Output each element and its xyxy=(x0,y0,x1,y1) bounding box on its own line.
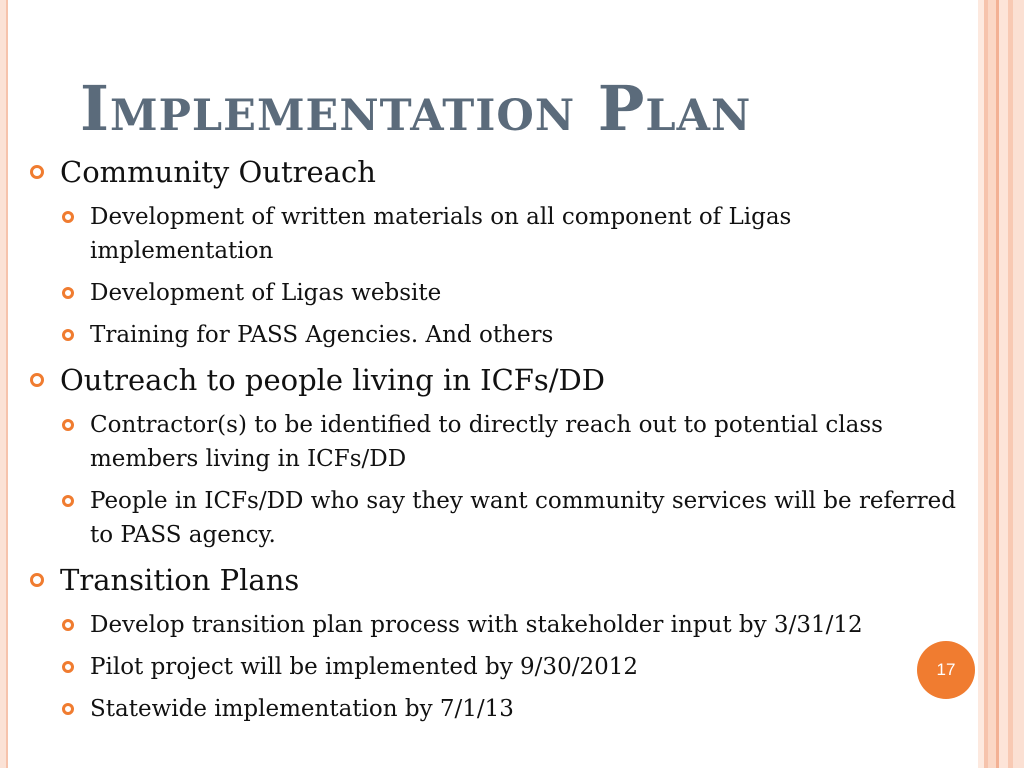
ring-bullet-icon xyxy=(62,661,74,673)
section-heading xyxy=(28,152,978,192)
list-item xyxy=(28,276,978,310)
section-heading xyxy=(28,360,978,400)
ring-bullet-icon xyxy=(62,703,74,715)
list-item-text: People in ICFs/DD who say they want community services will be referred to PASS agency. xyxy=(90,488,956,548)
left-border-decoration xyxy=(0,0,8,768)
ring-bullet-icon xyxy=(62,495,74,507)
ring-bullet-icon xyxy=(30,573,44,587)
list-item-text: Development of written materials on all component of Ligas implementation xyxy=(90,204,792,264)
slide-title: Implementation Plan xyxy=(80,72,752,145)
slide-content xyxy=(28,152,978,726)
list-item-text: Contractor(s) to be identified to directly reach out to potential class members living in ICFs/DD xyxy=(90,412,883,472)
section-heading-text: Community Outreach xyxy=(60,155,376,189)
ring-bullet-icon xyxy=(62,329,74,341)
list-item-text: Training for PASS Agencies. And others xyxy=(90,322,554,348)
ring-bullet-icon xyxy=(62,211,74,223)
list-item xyxy=(28,318,978,352)
list-item xyxy=(28,692,978,726)
list-item xyxy=(28,200,978,268)
section-heading-text: Outreach to people living in ICFs/DD xyxy=(60,363,606,397)
ring-bullet-icon xyxy=(62,287,74,299)
page-number-badge xyxy=(917,641,975,699)
ring-bullet-icon xyxy=(62,419,74,431)
list-item xyxy=(28,650,978,684)
section-heading-text: Transition Plans xyxy=(60,563,300,597)
list-item-text: Statewide implementation by 7/1/13 xyxy=(90,696,514,722)
right-stripe-decoration xyxy=(978,0,1024,768)
ring-bullet-icon xyxy=(62,619,74,631)
page-number: 17 xyxy=(936,660,956,679)
list-item-text: Pilot project will be implemented by 9/30/2012 xyxy=(90,654,638,680)
list-item-text: Develop transition plan process with stakeholder input by 3/31/12 xyxy=(90,612,863,638)
section-heading xyxy=(28,560,978,600)
list-item xyxy=(28,608,978,642)
list-item xyxy=(28,484,978,552)
ring-bullet-icon xyxy=(30,373,44,387)
ring-bullet-icon xyxy=(30,165,44,179)
list-item-text: Development of Ligas website xyxy=(90,280,442,306)
list-item xyxy=(28,408,978,476)
